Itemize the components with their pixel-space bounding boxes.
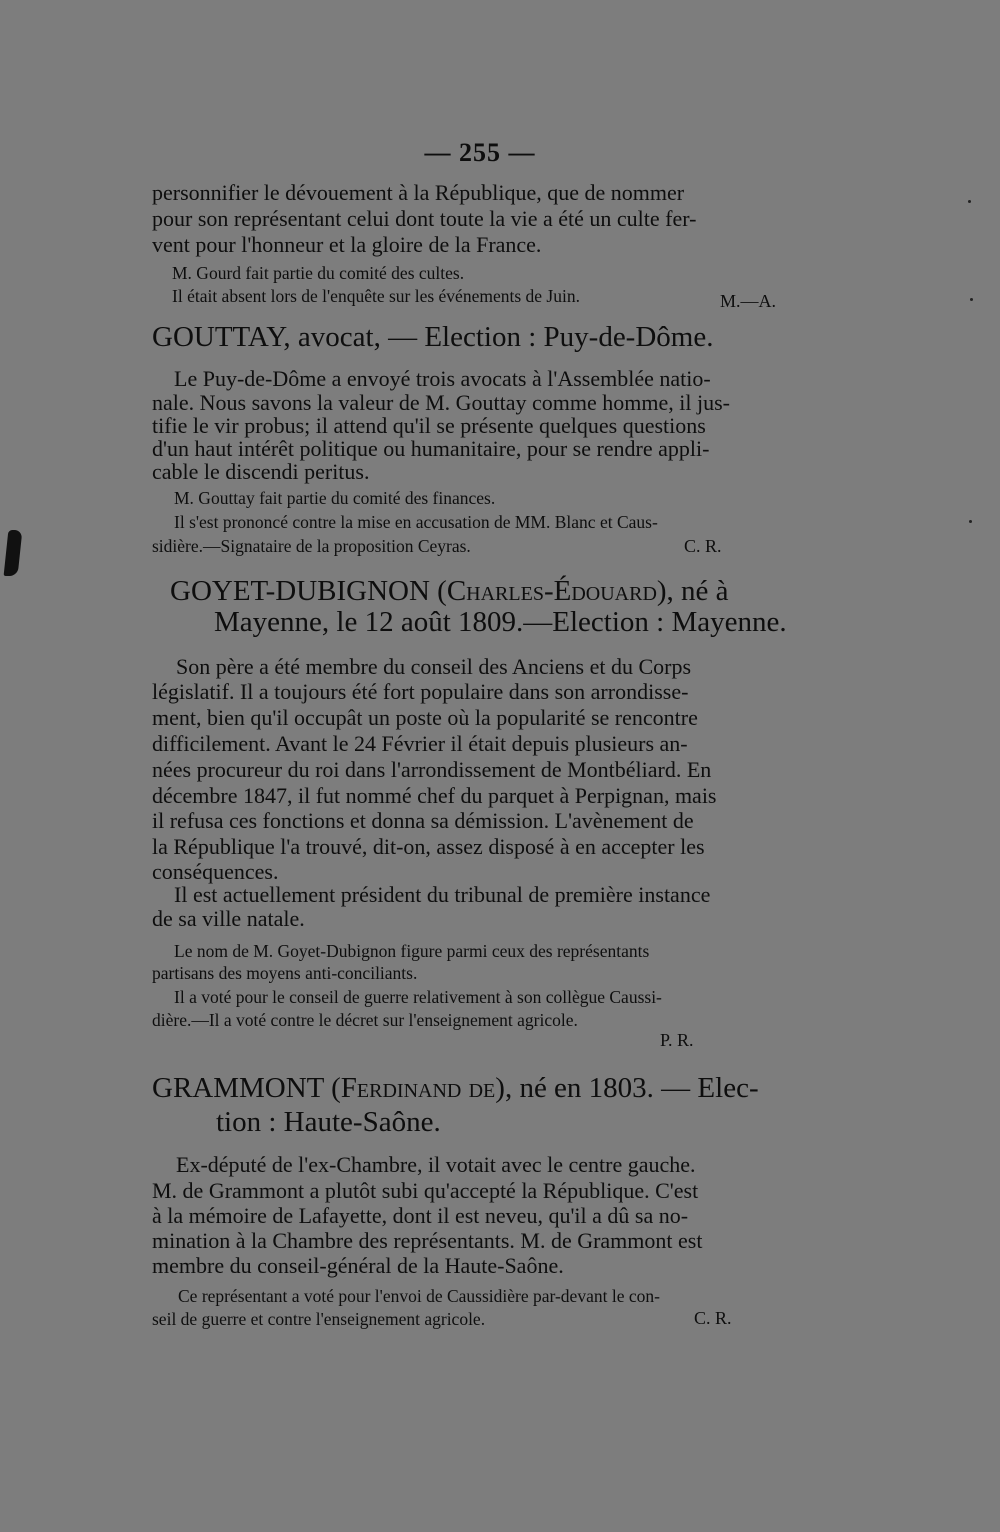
entry-heading-cont: tion : Haute-Saône. bbox=[216, 1106, 441, 1138]
text-line: Ex-député de l'ex-Chambre, il votait avec le centre gauche. bbox=[176, 1152, 696, 1177]
note-line: seil de guerre et contre l'enseignement agricole. bbox=[152, 1309, 486, 1329]
speck bbox=[969, 520, 972, 523]
note-line: dière.—Il a voté contre le décret sur l'enseignement agricole. bbox=[152, 1010, 578, 1030]
text-line: nale. Nous savons la valeur de M. Gouttay comme homme, il jus- bbox=[152, 390, 730, 415]
entry-heading: GRAMMONT (Ferdinand de), né en 1803. — Elec- bbox=[152, 1072, 759, 1104]
note-line: Ce représentant a voté pour l'envoi de Caussidière par-devant le con- bbox=[178, 1286, 660, 1306]
text-line: à la mémoire de Lafayette, dont il est neveu, qu'il a dû sa no- bbox=[152, 1203, 689, 1228]
entry-signature: M.—A. bbox=[720, 291, 777, 311]
note-line: sidière.—Signataire de la proposition Ceyras. bbox=[152, 536, 471, 556]
text-line: ment, bien qu'il occupât un poste où la popularité se rencontre bbox=[152, 705, 698, 730]
entry-heading: GOYET-DUBIGNON (Charles-Édouard), né à bbox=[170, 575, 729, 607]
note-line: partisans des moyens anti-conciliants. bbox=[152, 963, 418, 983]
text-line: Le Puy-de-Dôme a envoyé trois avocats à l'Assemblée natio- bbox=[174, 366, 711, 391]
text-line: personnifier le dévouement à la République, que de nommer bbox=[152, 180, 685, 205]
text-line: Son père a été membre du conseil des Anciens et du Corps bbox=[176, 654, 692, 679]
text-line: décembre 1847, il fut nommé chef du parquet à Perpignan, mais bbox=[152, 783, 717, 808]
text-line: membre du conseil-général de la Haute-Saône. bbox=[152, 1253, 564, 1278]
entry-heading-cont: Mayenne, le 12 août 1809.—Election : Mayenne. bbox=[214, 606, 787, 638]
page-number: — 255 — bbox=[424, 138, 536, 167]
text-line: il refusa ces fonctions et donna sa démission. L'avènement de bbox=[152, 808, 694, 833]
entry-signature: C. R. bbox=[694, 1308, 732, 1328]
text-line: conséquences. bbox=[152, 859, 279, 884]
speck bbox=[970, 298, 973, 301]
note-line: Il a voté pour le conseil de guerre relativement à son collègue Caussi- bbox=[174, 987, 662, 1007]
entry-heading: GOUTTAY, avocat, — Election : Puy-de-Dôme. bbox=[152, 321, 714, 353]
text-line: cable le discendi peritus. bbox=[152, 459, 370, 484]
text-line: d'un haut intérêt politique ou humanitaire, pour se rendre appli- bbox=[152, 436, 710, 461]
text-line: pour son représentant celui dont toute la vie a été un culte fer- bbox=[152, 206, 697, 231]
margin-ink-mark bbox=[4, 530, 23, 576]
text-line: mination à la Chambre des représentants. M. de Grammont est bbox=[152, 1228, 703, 1253]
text-line: législatif. Il a toujours été fort populaire dans son arrondisse- bbox=[152, 679, 689, 704]
note-line: Il s'est prononcé contre la mise en accusation de MM. Blanc et Caus- bbox=[174, 512, 658, 532]
note-line: M. Gouttay fait partie du comité des finances. bbox=[174, 488, 496, 508]
speck bbox=[968, 200, 971, 203]
text-line: de sa ville natale. bbox=[152, 906, 305, 931]
text-line: Il est actuellement président du tribunal de première instance bbox=[174, 882, 711, 907]
note-line: Il était absent lors de l'enquête sur les événements de Juin. bbox=[172, 286, 580, 306]
text-line: difficilement. Avant le 24 Février il était depuis plusieurs an- bbox=[152, 731, 688, 756]
text-line: M. de Grammont a plutôt subi qu'accepté la République. C'est bbox=[152, 1178, 699, 1203]
entry-signature: P. R. bbox=[660, 1030, 694, 1050]
text-line: la République l'a trouvé, dit-on, assez disposé à en accepter les bbox=[152, 834, 705, 859]
note-line: Le nom de M. Goyet-Dubignon figure parmi ceux des représentants bbox=[174, 941, 650, 961]
note-line: M. Gourd fait partie du comité des cultes. bbox=[172, 263, 465, 283]
entry-signature: C. R. bbox=[684, 536, 722, 556]
text-line: nées procureur du roi dans l'arrondissement de Montbéliard. En bbox=[152, 757, 712, 782]
text-line: tifie le vir probus; il attend qu'il se présente quelques questions bbox=[152, 413, 706, 438]
text-line: vent pour l'honneur et la gloire de la France. bbox=[152, 232, 542, 257]
